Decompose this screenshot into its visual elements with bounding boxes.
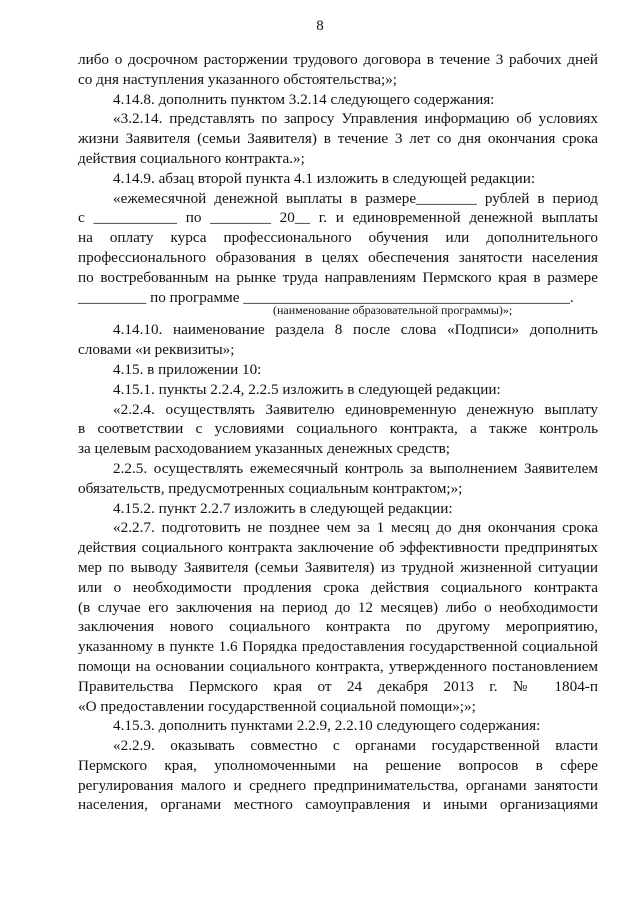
text-line: действия социального контракта.»; xyxy=(78,149,305,167)
text-line: «2.2.7. подготовить не позднее чем за 1 месяц до дня окончания срока xyxy=(113,519,598,537)
text-line: регулирования малого и среднего предпринимательства, органами занятости xyxy=(78,776,598,794)
text-line: по востребованным на рынке труда направлениям Пермского края в размере xyxy=(78,268,598,286)
text-line: либо о досрочном расторжении трудового договора в течение 3 рабочих дней xyxy=(78,51,598,68)
text-line: указанному в пункте 1.6 Порядка предоставления государственной социальной xyxy=(78,638,598,656)
text-line: (в случае его заключения на период до 12 месяцев) либо о необходимости xyxy=(78,598,598,616)
text-line: 4.14.9. абзац второй пункта 4.1 изложить в следующей редакции: xyxy=(113,169,536,187)
text-line: «3.2.14. представлять по запросу Управления информацию об условиях xyxy=(113,110,598,128)
text-line: «ежемесячной денежной выплаты в размере________ рублей в период xyxy=(113,189,598,207)
text-line: «О предоставлении государственной социальной помощи»;»; xyxy=(78,697,476,715)
text-line: «2.2.4. осуществлять Заявителю единовременную денежную выплату xyxy=(113,400,598,418)
text-line: в соответствии с условиями социального контракта, а также контроль xyxy=(78,420,598,438)
text-line: обязательств, предусмотренных социальным контрактом;»; xyxy=(78,479,463,497)
text-line: или о необходимости продления срока действия социального контракта xyxy=(78,578,598,596)
text-line: 4.15.3. дополнить пунктами 2.2.9, 2.2.10 следующего содержания: xyxy=(113,717,541,735)
text-line: населения, органами местного самоуправления и иными организациями xyxy=(78,796,598,814)
text-line: со дня наступления указанного обстоятельства;»; xyxy=(78,70,398,88)
text-line: 4.15. в приложении 10: xyxy=(113,360,262,378)
text-line: «2.2.9. оказывать совместно с органами государственной власти xyxy=(113,737,598,755)
text-line: заключения нового социального контракта по другому мероприятию, xyxy=(78,618,598,636)
text-line: 4.15.2. пункт 2.2.7 изложить в следующей редакции: xyxy=(113,499,453,517)
text-line: с ___________ по ________ 20__ г. и единовременной денежной выплаты xyxy=(78,209,598,227)
text-line: Пермского края, уполномоченными на решение вопросов в сфере xyxy=(78,756,598,774)
text-line: словами «и реквизиты»; xyxy=(78,341,235,359)
text-line: профессионального образования в целях обеспечения занятости населения xyxy=(78,248,598,266)
page-number: 8 xyxy=(316,18,324,34)
program-name-caption: (наименование образовательной программы)»; xyxy=(273,303,513,318)
text-line: помощи на основании социального контракта, утвержденного постановлением xyxy=(78,657,598,675)
text-line: _________ по программе ___________________________________________. xyxy=(78,288,574,306)
text-line: мер по выводу Заявителя (семьи Заявителя) из трудной жизненной ситуации xyxy=(78,558,598,576)
text-line: 4.15.1. пункты 2.2.4, 2.2.5 изложить в следующей редакции: xyxy=(113,380,501,398)
text-line: жизни Заявителя (семьи Заявителя) в течение 3 лет со дня окончания срока xyxy=(78,130,598,148)
text-line: за целевым расходованием указанных денежных средств; xyxy=(78,440,450,458)
text-line: действия социального контракта заключение об эффективности предпринятых xyxy=(78,539,598,557)
text-line: 4.14.8. дополнить пунктом 3.2.14 следующего содержания: xyxy=(113,90,495,108)
document-body xyxy=(78,50,598,815)
text-line: Правительства Пермского края от 24 декабря 2013 г. № 1804-п xyxy=(78,677,598,695)
text-line: 4.14.10. наименование раздела 8 после слова «Подписи» дополнить xyxy=(113,321,598,339)
text-line: 2.2.5. осуществлять ежемесячный контроль за выполнением Заявителем xyxy=(113,459,598,477)
text-line: на оплату курса профессионального обучения или дополнительного xyxy=(78,229,598,247)
